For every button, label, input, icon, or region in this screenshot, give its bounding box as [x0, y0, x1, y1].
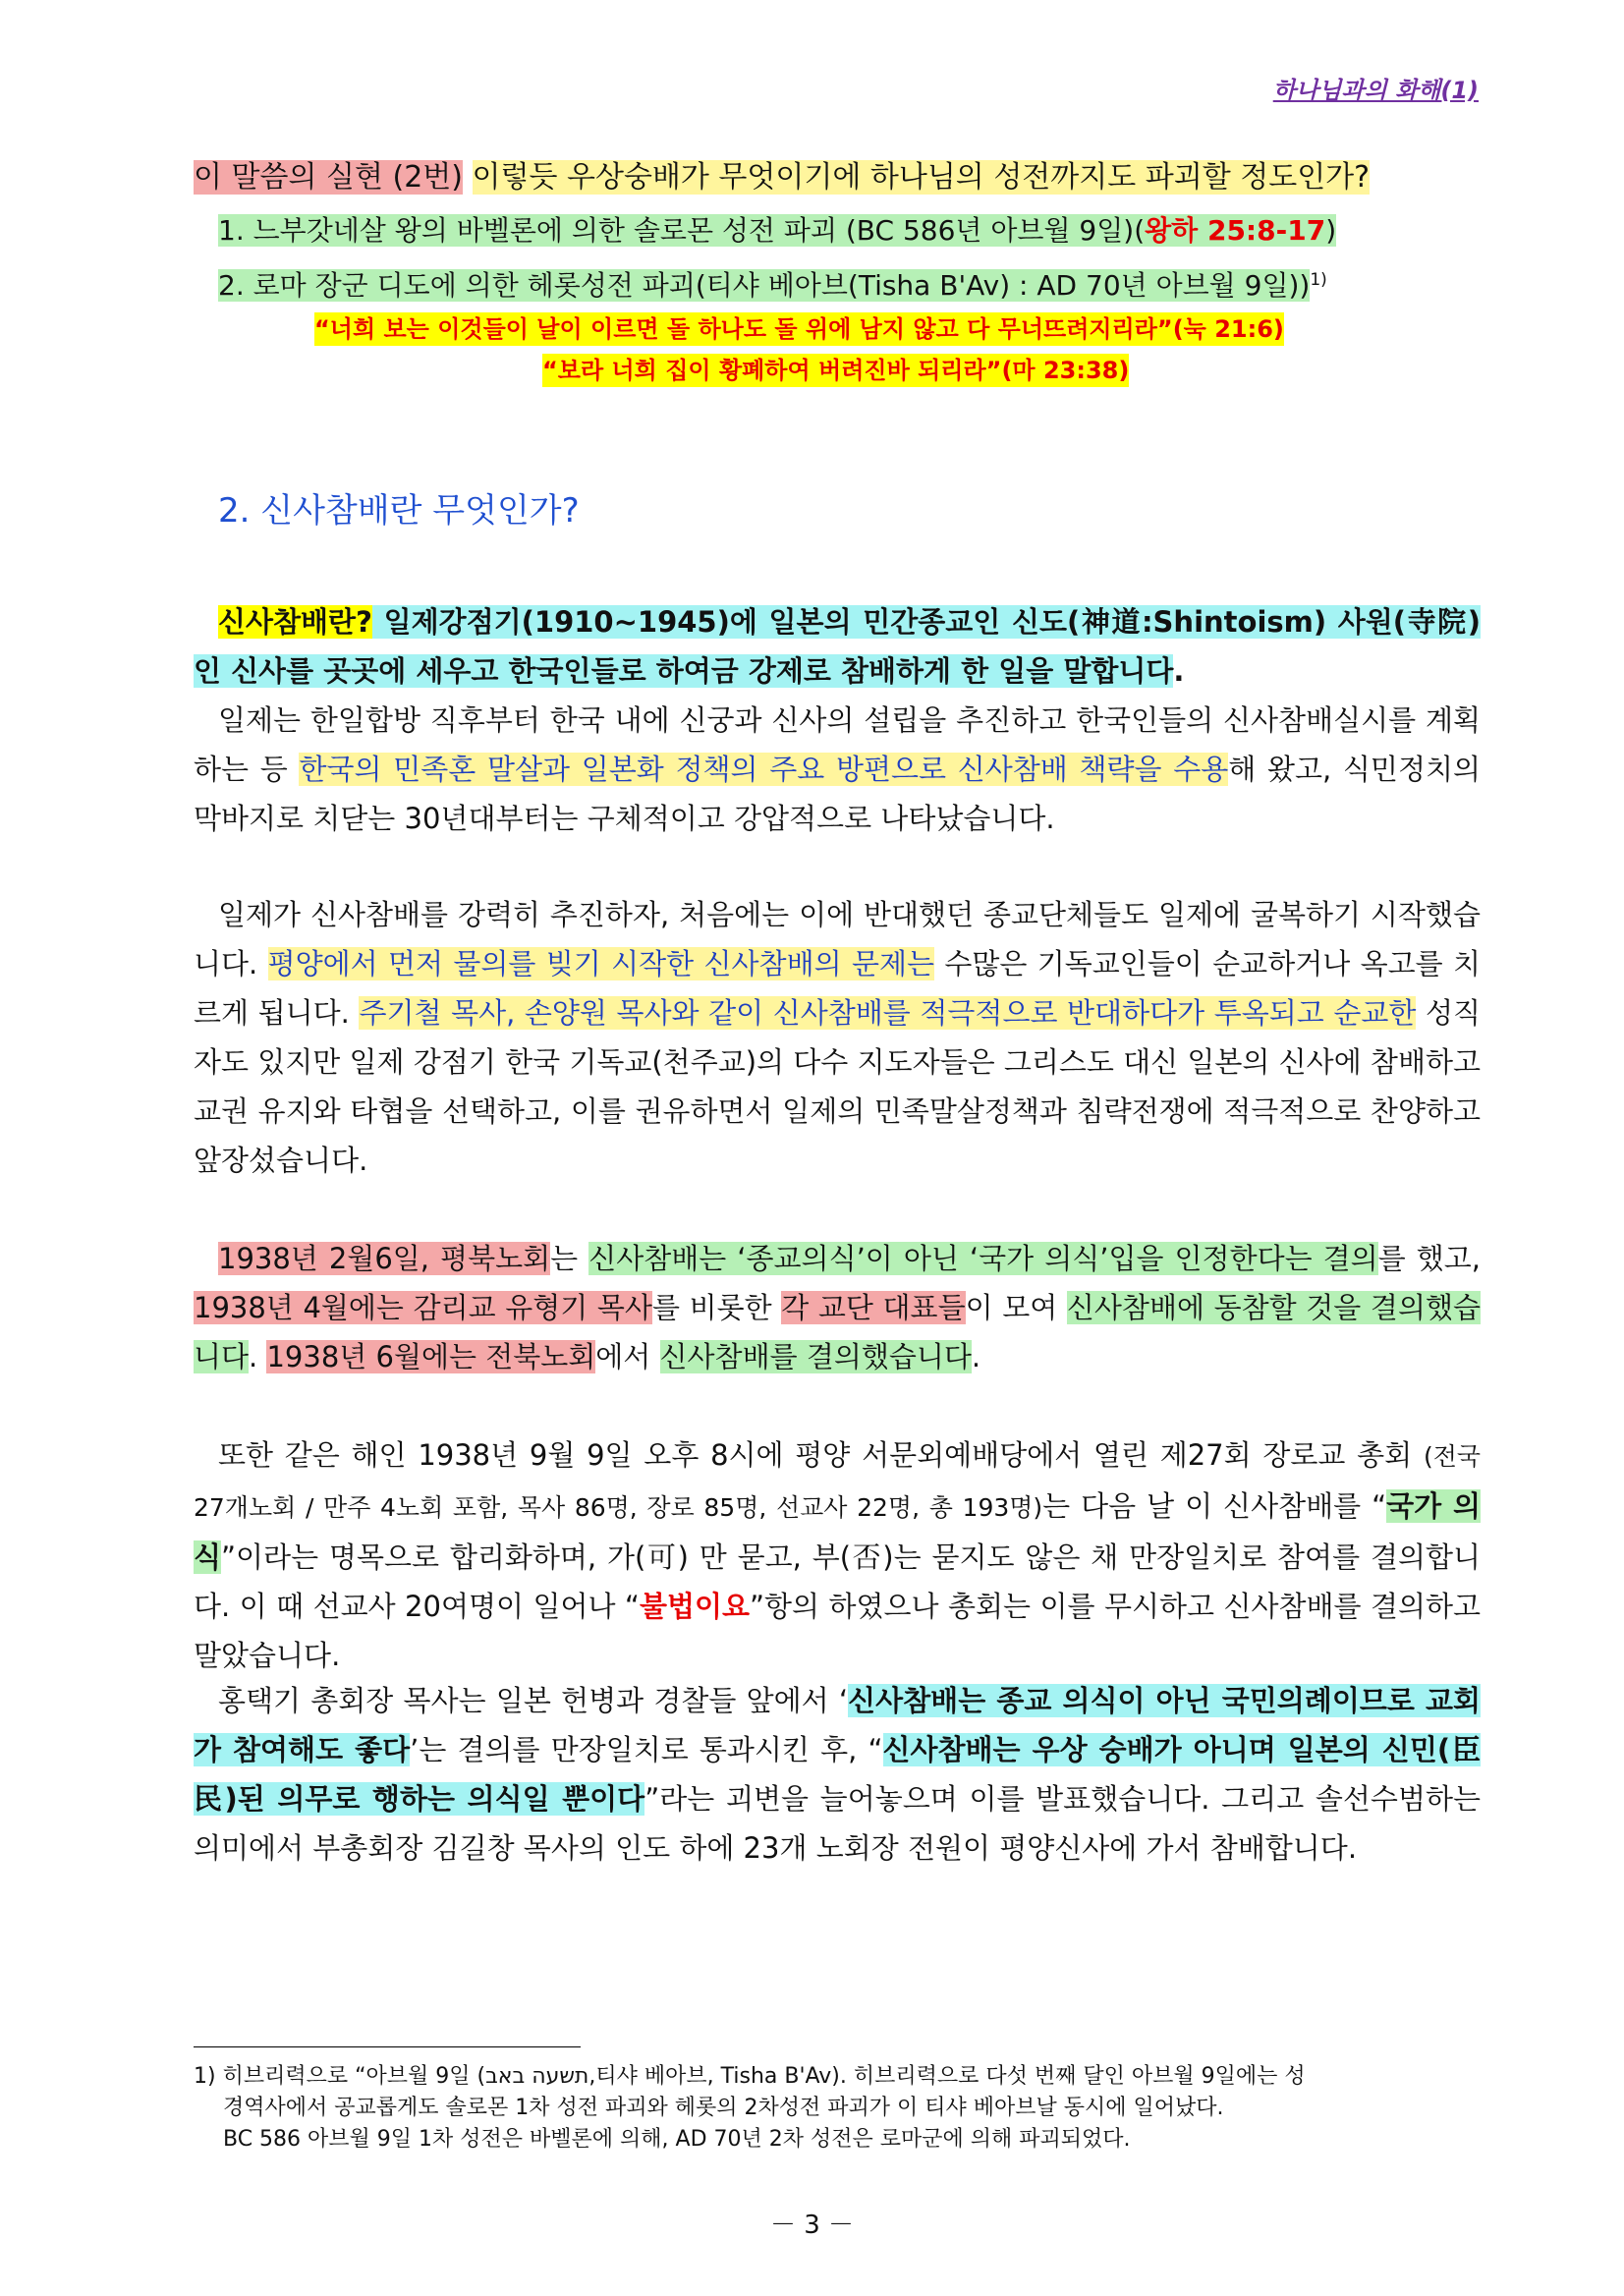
- p4-denominations: 각 교단 대표들: [781, 1291, 966, 1324]
- p4-resolution-3: 신사참배를 결의했습니다: [659, 1340, 972, 1373]
- intro-question: 이렇듯 우상숭배가 무엇이기에 하나님의 성전까지도 파괴할 정도인가?: [472, 160, 1371, 195]
- scripture-quote-1: “너희 보는 이것들이 날이 이르면 돌 하나도 돌 위에 남지 않고 다 무너뜨려지리라”(눅 21:6): [314, 312, 1284, 346]
- footnote: [194, 2061, 1481, 2156]
- scripture-quote-2: “보라 너희 집이 황폐하여 버려진바 되리라”(마 23:38): [542, 354, 1129, 387]
- p4-n: .: [971, 1340, 981, 1373]
- p1-def-1: 일제강점기(1910~1945)에 일본의 민간종교인 신도(神道:Shintoism) 사원(寺院)인 신사: [194, 605, 1481, 688]
- intro-item-1: [218, 210, 1336, 252]
- footnote-divider: [194, 2046, 581, 2047]
- p5-g: ”항의 하였으나 총회는 이를 무시하고 신사참배를 결의하고 말았습니다.: [194, 1590, 1482, 1672]
- paragraph-general-assembly: [194, 1430, 1481, 1680]
- p5-c: 는 다음 날 이 신사참배를 “: [1042, 1489, 1387, 1523]
- p3-e: 성직자도 있지만 일제 강점기 한국 기독교(천주교)의 다수 지도자들은 그리스도 대신 일본의 신사에 참배하고 교권 유지와 타협을 선택하고, 이를 권유하면서 일제의 민족말살정책과 침략전쟁에 적극적으로 찬양하고 앞장섰습니다.: [194, 996, 1481, 1177]
- running-header: 하나님과의 화해(1): [1272, 77, 1479, 104]
- item2-text: 2. 로마 장군 디도에 의한 헤롯성전 파괴(티샤 베아브(Tisha B'Av) : AD 70년 아브월 9일)): [218, 269, 1311, 303]
- item1-close: ): [1325, 214, 1337, 247]
- p5-e: ”이라는 명목으로 합리화하며, 가(可) 만 묻고, 부(否)는 묻지도 않은 채 만장일치로 참여를 결의합니다. 이 때 선교사 20여명이 일어나 “: [194, 1540, 1481, 1623]
- p1-period: .: [1173, 654, 1185, 688]
- p3-c: 수많은 기독교인들이 순교하거나 옥고를 치르게 됩니다.: [194, 947, 1481, 1030]
- p4-jeonbuk: 1938년 6월에는 전북노회: [266, 1340, 596, 1373]
- section-title: 2. 신사참배란 무엇인가?: [218, 491, 580, 531]
- paragraph-policy: [194, 696, 1481, 843]
- p6-a: 홍택기 총회장 목사는 일본 헌병과 경찰들 앞에서 ‘: [218, 1684, 849, 1717]
- paragraph-definition: [194, 597, 1481, 696]
- p4-d: 를 했고,: [1377, 1242, 1481, 1275]
- p4-resolution-2: 신사참배에 동참할 것을 결의했습니다: [194, 1291, 1481, 1373]
- paragraph-resolutions: [194, 1234, 1481, 1381]
- intro-tag: 이 말씀의 실현 (2번): [194, 160, 463, 195]
- p4-resolution-1: 신사참배는 ‘종교의식’이 아닌 ‘국가 의식’입을 인정한다는 결의: [588, 1242, 1378, 1275]
- p2-c: 해 왔고, 식민정치의 막바지로 치닫는 30년대부터는 구체적이고 강압적으로 나타났습니다.: [194, 753, 1481, 835]
- p5-attendance: (전국 27개노회 / 만주 4노회 포함, 목사 86명, 장로 85명, 선교사 22명, 총 193명): [194, 1442, 1481, 1522]
- page-number: － 3 －: [769, 2211, 855, 2240]
- intro-question-line: [194, 157, 1370, 198]
- item1-ref: 왕하 25:8-17: [1145, 214, 1326, 247]
- paragraph-moderator: [194, 1676, 1481, 1873]
- p4-methodist: 1938년 4월에는 감리교 유형기 목사: [194, 1291, 652, 1324]
- p4-pyeongbuk: 1938년 2월6일, 평북노회: [218, 1242, 551, 1275]
- p1-def-2: 를 곳곳에 세우고 한국인들로 하여금 강제로 참배하게 한 일을 말합니다: [286, 654, 1174, 688]
- p6-excuse: 신사참배는 우상 숭배가 아니며 일본의 신민(臣民)된 의무로 행하는 의식일 뿐이다: [194, 1733, 1482, 1816]
- footnote-line-1: 1) 히브리력으로 “아브월 9일 (תשעה באב,티샤 베아브, Tisha B'Av). 히브리력으로 다섯 번째 달인 아브월 9일에는 성: [194, 2064, 1306, 2089]
- p2-highlight: 한국의 민족혼 말살과 일본화 정책의 주요 방편으로 신사참배 책략을 수용: [299, 753, 1229, 786]
- footnote-line-2: 경역사에서 공교롭게도 솔로몬 1차 성전 파괴와 헤롯의 2차성전 파괴가 이 티샤 베아브날 동시에 일어났다.: [223, 2096, 1224, 2120]
- paragraph-submission: [194, 890, 1481, 1185]
- p2-a: 일제는 한일합방 직후부터 한국 내에 신궁과 신사의 설립을 추진하고 한국인들의 신사참배실시를 계획하는 등: [194, 703, 1481, 786]
- p4-l: 에서: [595, 1340, 660, 1373]
- p3-highlight-2: 주기철 목사, 손양원 목사와 같이 신사참배를 적극적으로 반대하다가 투옥되고 순교한: [359, 996, 1417, 1030]
- p5-illegal: 불법이요: [639, 1590, 751, 1623]
- intro-item-2: [218, 259, 1327, 307]
- p5-a: 또한 같은 해인 1938년 9월 9일 오후 8시에 평양 서문외예배당에서 열린 제27회 장로교 총회: [218, 1438, 1424, 1472]
- footnote-line-3: BC 586 아브월 9일 1차 성전은 바벨론에 의해, AD 70년 2차 성전은 로마군에 의해 파괴되었다.: [223, 2127, 1131, 2152]
- p4-h: 이 모여: [965, 1291, 1067, 1324]
- p5-national-ritual: 국가 의식: [194, 1489, 1481, 1574]
- p6-e: ”라는 괴변을 늘어놓으며 이를 발표했습니다. 그리고 솔선수범하는 의미에서 부총회장 김길창 목사의 인도 하에 23개 노회장 전원이 평양신사에 가서 참배합니다.: [194, 1782, 1481, 1865]
- p1-term: 신사참배란?: [218, 605, 372, 639]
- p4-j: .: [249, 1340, 267, 1373]
- footnote-ref: 1): [1310, 270, 1327, 290]
- p6-resolution: 신사참배는 종교 의식이 아닌 국민의례이므로 교회가 참여해도 좋다: [194, 1684, 1481, 1766]
- p4-f: 를 비롯한: [651, 1291, 782, 1324]
- p6-c: ’는 결의를 만장일치로 통과시킨 후, “: [410, 1733, 883, 1766]
- p3-a: 일제가 신사참배를 강력히 추진하자, 처음에는 이에 반대했던 종교단체들도 일제에 굴복하기 시작했습니다.: [194, 898, 1481, 980]
- p3-highlight-1: 평양에서 먼저 물의를 빚기 시작한 신사참배의 문제는: [267, 947, 934, 980]
- item1-text: 1. 느부갓네살 왕의 바벨론에 의한 솔로몬 성전 파괴 (BC 586년 아브월 9일)(: [218, 214, 1146, 247]
- p4-b: 는: [550, 1242, 589, 1275]
